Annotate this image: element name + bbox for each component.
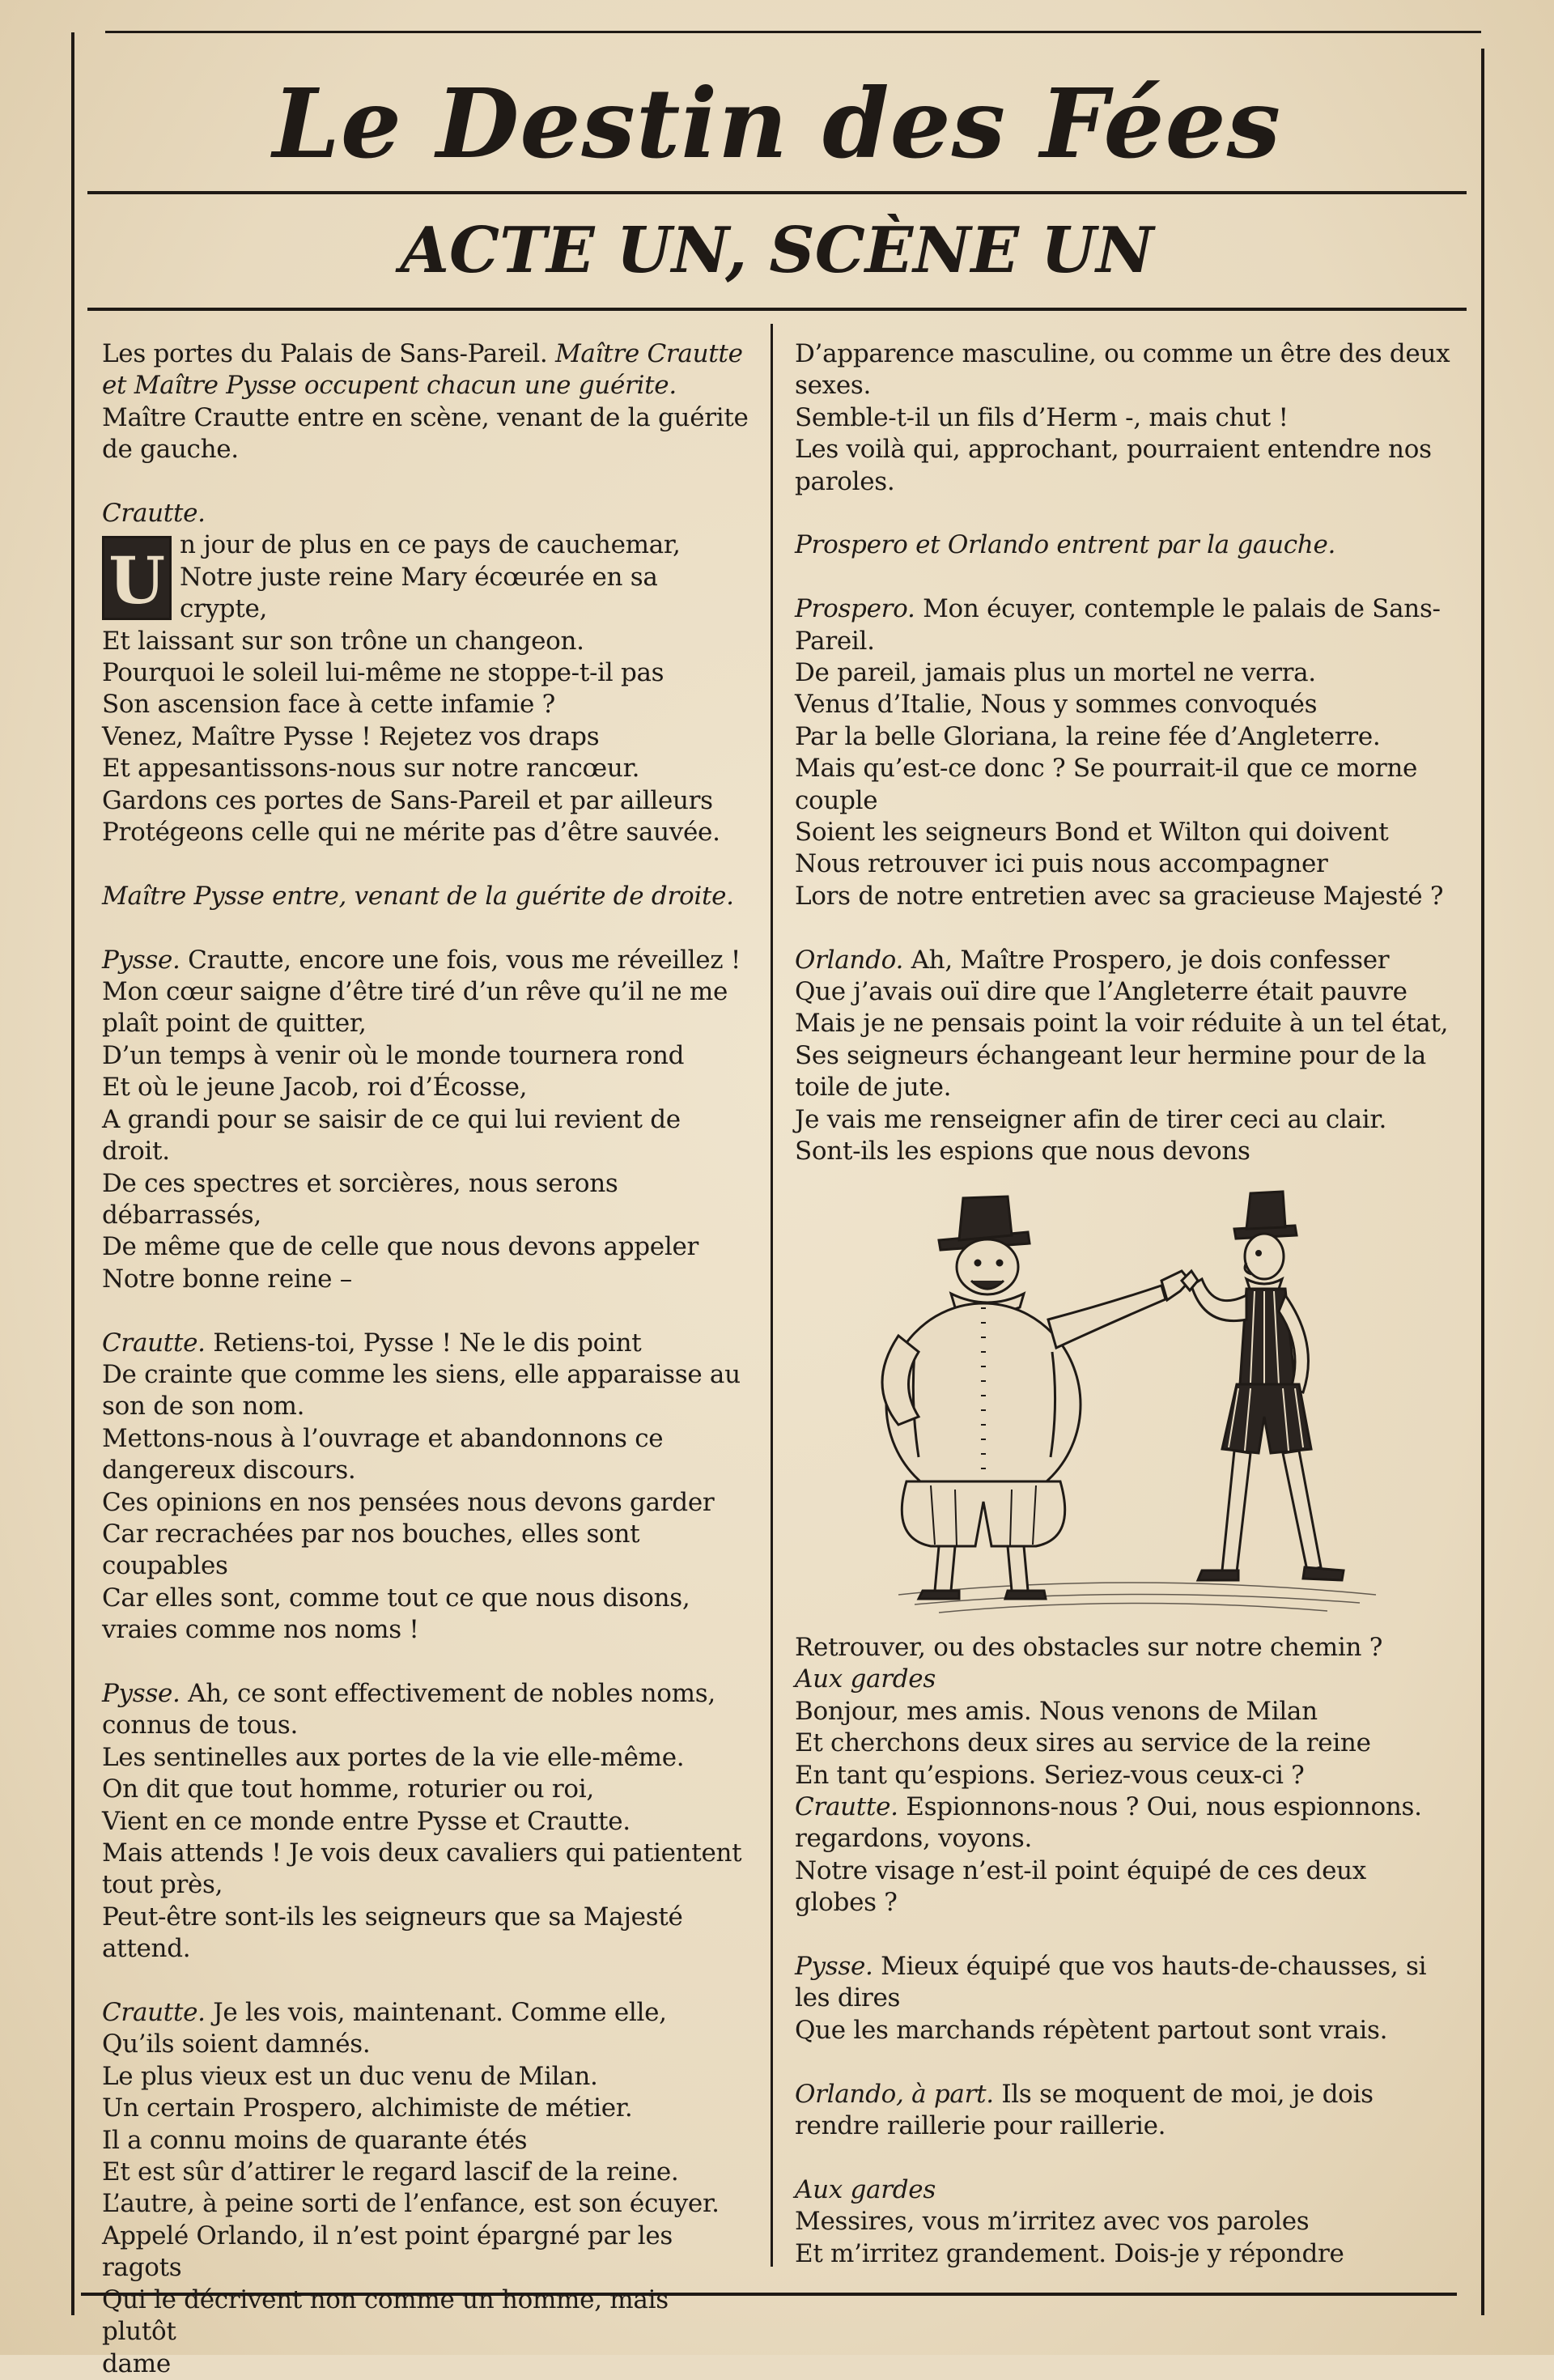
speaker-name: Pysse. [795,1952,873,1982]
verse-line: n jour de plus en ce pays de cauchemar, [180,530,681,560]
verse-line: Peut-être sont-ils les seigneurs que sa Majesté [102,1902,683,1932]
verse-line: Gardons ces portes de Sans-Pareil et par ailleurs [102,785,713,815]
verse-line: A grandi pour se saisir de ce qui lui revient de droit. [102,1104,681,1167]
verse-line: Les voilà qui, approchant, pourraient entendre nos [795,435,1432,465]
column-divider [771,324,773,2267]
verse-line: tout près, [102,1870,223,1900]
guards-engraving [842,1190,1408,1619]
verse-line: Retrouver, ou des obstacles sur notre chemin ? [795,1633,1383,1662]
verse-line: Et est sûr d’attirer le regard lascif de la reine. [102,2157,679,2187]
verse-line: Mais attends ! Je vois deux cavaliers qui patientent [102,1838,742,1868]
verse-line: Les sentinelles aux portes de la vie elle-même. [102,1742,685,1772]
verse-line: Prospero. Mon écuyer, contemple le palais de Sans- [795,594,1441,624]
stage-direction: Prospero et Orlando entrent par la gauche. [795,530,1336,560]
verse-line: Nous retrouver ici puis nous accompagner [795,849,1328,879]
verse-line: Et laissant sur son trône un changeon. [102,626,584,656]
verse-line: Et m’irritez grandement. Dois-je y répondre [795,2238,1344,2268]
verse-line: son de son nom. [102,1392,305,1422]
verse-line: En tant qu’espions. Seriez-vous ceux-ci ? [795,1760,1305,1790]
speaker-name: Orlando, à part. [795,2079,994,2109]
speaker-name: Crautte. [102,499,206,529]
verse-line: Mais je ne pensais point la voir réduite à un tel état, [795,1009,1449,1039]
scene-heading: ACTE UN, SCÈNE UN [400,214,1154,287]
verse-line: Orlando. Ah, Maître Prospero, je dois confesser [795,945,1390,975]
verse-line: Par la belle Gloriana, la reine fée d’Angleterre. [795,721,1381,751]
verse-line: Protégeons celle qui ne mérite pas d’être sauvée. [102,818,720,848]
verse-line: les dires [795,1983,901,2013]
verse-line: D’un temps à venir où le monde tournera rond [102,1040,685,1070]
verse-line: Pysse. Mieux équipé que vos hauts-de-chausses, si [795,1952,1427,1982]
title-rule [87,191,1467,194]
verse-line: Messires, vous m’irritez avec vos paroles [795,2207,1310,2237]
verse-line: Et où le jeune Jacob, roi d’Écosse, [102,1073,528,1103]
verse-line: Que j’avais ouï dire que l’Angleterre était pauvre [795,977,1408,1007]
verse-line: dame [102,2348,171,2378]
subtitle-rule [87,308,1467,311]
verse-line: couple [795,785,878,815]
verse-line: Et appesantissons-nous sur notre rancœur. [102,754,640,784]
opening-verse [102,529,749,657]
verse-line: Orlando, à part. Ils se moquent de moi, je dois [795,2079,1374,2109]
verse-line: Le plus vieux est un duc venu de Milan. [102,2061,598,2091]
verse-line: Ces opinions en nos pensées nous devons garder [102,1487,715,1517]
verse-line: On dit que tout homme, roturier ou roi, [102,1774,594,1804]
verse-line: Mon cœur saigne d’être tiré d’un rêve qu’il ne me [102,977,728,1007]
verse-line: plaît point de quitter, [102,1009,367,1039]
verse-line: Notre bonne reine – [102,1264,352,1294]
verse-line: vraies comme nos noms ! [102,1615,419,1645]
verse-line: coupables [102,1551,228,1581]
page-title: Le Destin des Fées [272,67,1282,180]
verse-line: Semble-t-il un fils d’Herm -, mais chut ! [795,402,1289,432]
verse-line: L’autre, à peine sorti de l’enfance, est son écuyer. [102,2189,720,2219]
verse-line: Venus d’Italie, Nous y sommes convoqués [795,690,1318,720]
verse-line: Lors de notre entretien avec sa gracieuse Majesté ? [795,881,1444,911]
verse-line: De même que de celle que nous devons appeler [102,1232,699,1262]
verse-line: rendre raillerie pour raillerie. [795,2111,1166,2141]
stage-direction: Maître Crautte entre en scène, venant de la guérite [102,402,749,432]
top-border-line [105,31,1481,33]
verse-line: Notre juste reine Mary écœurée en sa crypte, [180,562,658,624]
verse-line: De pareil, jamais plus un mortel ne verra. [795,658,1316,688]
verse-line: débarrassés, [102,1200,261,1230]
right-column-lower [795,1632,1450,2270]
verse-line: Et cherchons deux sires au service de la reine [795,1728,1371,1758]
verse-line: Crautte. Espionnons-nous ? Oui, nous espionnons. [795,1792,1422,1822]
stout-guard-figure [882,1196,1190,1599]
left-column [102,338,749,2380]
verse-line: sexes. [795,371,872,401]
verse-line: Car recrachées par nos bouches, elles sont [102,1519,640,1549]
verse-line: globes ? [795,1888,898,1918]
verse-line: Venez, Maître Pysse ! Rejetez vos draps [102,721,600,751]
left-border-line [71,32,74,2315]
verse-line: Car elles sont, comme tout ce que nous disons, [102,1583,690,1613]
verse-line: Appelé Orlando, il n’est point épargné par les ragots [102,2221,673,2283]
verse-line: Son ascension face à cette infamie ? [102,690,555,720]
speaker-name: Crautte. [102,1998,206,2028]
verse-line: Pysse. Ah, ce sont effectivement de nobles noms, [102,1678,715,1708]
verse-line: D’apparence masculine, ou comme un être des deux [795,339,1450,368]
verse-line: Pareil. [795,626,875,656]
speaker-name: Crautte. [102,1328,206,1358]
verse-line: De ces spectres et sorcières, nous serons [102,1168,618,1198]
verse-line: Un certain Prospero, alchimiste de métier. [102,2093,633,2123]
verse-line: Sont-ils les espions que nous devons [795,1137,1250,1167]
speaker-name: Pysse. [102,945,180,975]
thin-guard-figure [1182,1192,1344,1580]
verse-line: Notre visage n’est-il point équipé de ces deux [795,1855,1366,1885]
stage-direction: Aux gardes [795,2174,936,2204]
verse-line: Soient les seigneurs Bond et Wilton qui doivent [795,818,1389,848]
right-border-line [1481,49,1484,2315]
verse-line: Il a connu moins de quarante étés [102,2125,528,2155]
verse-line: toile de jute. [795,1073,952,1103]
verse-line: Mais qu’est-ce donc ? Se pourrait-il que ce morne [795,754,1418,784]
verse-line: Crautte. Retiens-toi, Pysse ! Ne le dis point [102,1328,642,1358]
verse-line: Pourquoi le soleil lui-même ne stoppe-t-il pas [102,658,664,688]
drop-cap: U [102,536,172,620]
verse-line: dangereux discours. [102,1456,356,1485]
verse-line: attend. [102,1934,191,1964]
verse-line: Qui le décrivent non comme un homme, mais plutôt [102,2284,669,2347]
speaker-name: Orlando. [795,945,904,975]
speaker-name: Prospero. [795,594,915,624]
stage-direction: et Maître Pysse occupent chacun une guérite. [102,371,677,401]
stage-direction: Les portes du Palais de Sans-Pareil. Maître Crautte [102,339,743,368]
stage-direction: de gauche. [102,435,239,465]
verse-line: De crainte que comme les siens, elle apparaisse au [102,1359,741,1389]
speaker-name: Pysse. [102,1678,180,1708]
speaker-name: Crautte. [795,1792,898,1822]
stage-direction: Maître Pysse entre, venant de la guérite de droite. [102,881,734,911]
right-column-upper [795,338,1450,1168]
verse-line: Bonjour, mes amis. Nous venons de Milan [795,1696,1318,1726]
stage-direction: Aux gardes [795,1664,936,1694]
verse-line: connus de tous. [102,1711,299,1740]
verse-line: Qu’ils soient damnés. [102,2029,371,2059]
verse-line: Je vais me renseigner afin de tirer ceci au clair. [795,1104,1387,1134]
verse-line: Mettons-nous à l’ouvrage et abandonnons ce [102,1423,664,1453]
verse-line: paroles. [795,466,895,496]
verse-line: Vient en ce monde entre Pysse et Crautte. [102,1806,631,1836]
verse-line: Crautte. Je les vois, maintenant. Comme elle, [102,1998,667,2028]
verse-line: Ses seigneurs échangeant leur hermine pour de la [795,1040,1426,1070]
verse-line: Pysse. Crautte, encore une fois, vous me réveillez ! [102,945,741,975]
verse-line: Que les marchands répètent partout sont vrais. [795,2015,1388,2045]
verse-line: regardons, voyons. [795,1824,1033,1854]
